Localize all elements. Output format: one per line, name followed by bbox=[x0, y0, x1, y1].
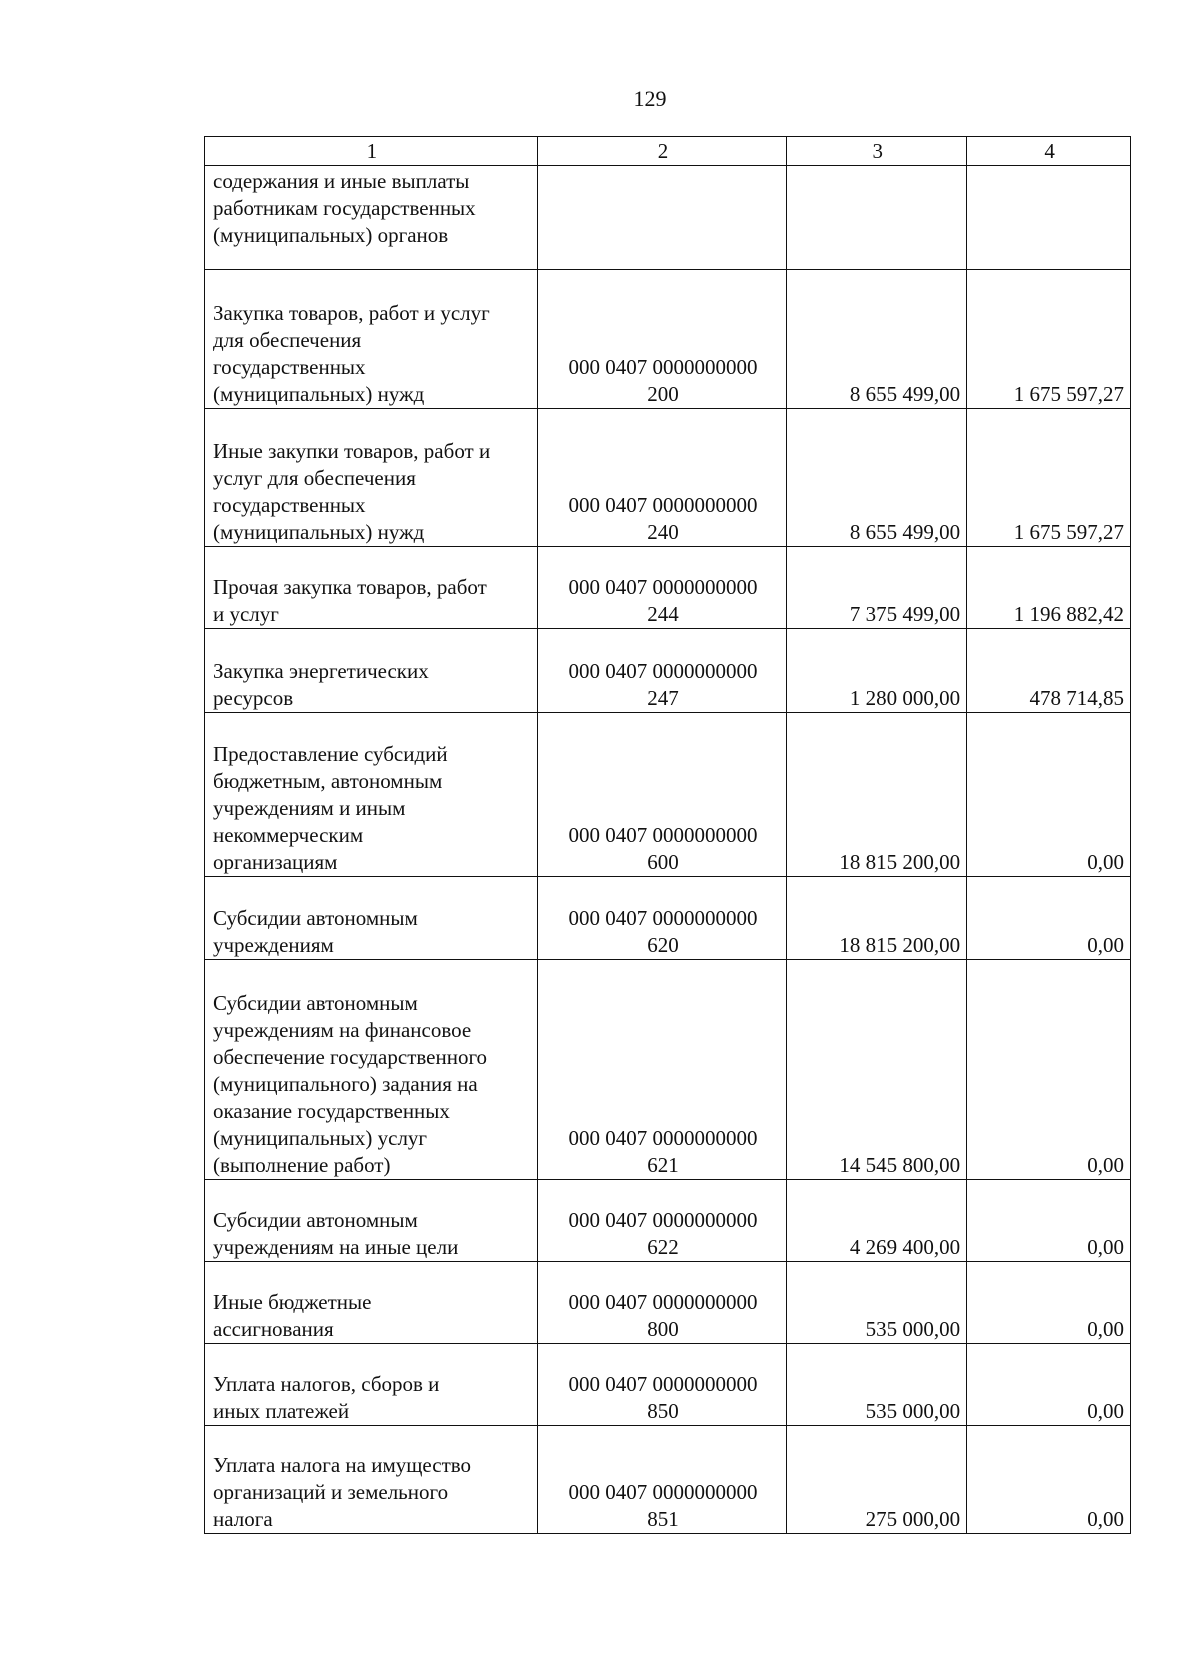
row-plan: 4 269 400,00 bbox=[787, 1180, 967, 1262]
row-plan: 535 000,00 bbox=[787, 1262, 967, 1344]
row-actual: 0,00 bbox=[967, 1426, 1131, 1534]
row-actual: 1 196 882,42 bbox=[967, 547, 1131, 629]
row-code: 000 0407 0000000000 800 bbox=[537, 1262, 787, 1344]
row-plan: 8 655 499,00 bbox=[787, 409, 967, 547]
row-actual: 1 675 597,27 bbox=[967, 270, 1131, 409]
row-code: 000 0407 0000000000 200 bbox=[537, 270, 787, 409]
row-actual: 0,00 bbox=[967, 960, 1131, 1180]
row-actual: 478 714,85 bbox=[967, 629, 1131, 713]
row-actual: 0,00 bbox=[967, 713, 1131, 877]
row-plan: 14 545 800,00 bbox=[787, 960, 967, 1180]
row-actual: 1 675 597,27 bbox=[967, 409, 1131, 547]
row-name: Субсидии автономным учреждениям на финансовое обеспечение государственного (муниципального) задания на оказание государственных (муниципальных) услуг (выполнение работ) bbox=[205, 960, 538, 1180]
row-name: Субсидии автономным учреждениям bbox=[205, 877, 538, 960]
column-header-3: 3 bbox=[787, 137, 967, 166]
table-row bbox=[205, 166, 1131, 270]
row-code: 000 0407 0000000000 600 bbox=[537, 713, 787, 877]
row-code: 000 0407 0000000000 621 bbox=[537, 960, 787, 1180]
row-plan: 275 000,00 bbox=[787, 1426, 967, 1534]
row-code: 000 0407 0000000000 851 bbox=[537, 1426, 787, 1534]
row-name: содержания и иные выплаты работникам государственных (муниципальных) органов bbox=[205, 166, 538, 270]
table-row bbox=[205, 409, 1131, 547]
row-actual: 0,00 bbox=[967, 1180, 1131, 1262]
row-code: 000 0407 0000000000 240 bbox=[537, 409, 787, 547]
row-name: Уплата налога на имущество организаций и земельного налога bbox=[205, 1426, 538, 1534]
row-name: Субсидии автономным учреждениям на иные цели bbox=[205, 1180, 538, 1262]
row-actual: 0,00 bbox=[967, 1344, 1131, 1426]
row-code: 000 0407 0000000000 247 bbox=[537, 629, 787, 713]
table-row bbox=[205, 877, 1131, 960]
row-name: Закупка товаров, работ и услуг для обеспечения государственных (муниципальных) нужд bbox=[205, 270, 538, 409]
table-row bbox=[205, 270, 1131, 409]
row-actual: 0,00 bbox=[967, 1262, 1131, 1344]
table-row bbox=[205, 547, 1131, 629]
table-row bbox=[205, 1180, 1131, 1262]
column-header-2: 2 bbox=[537, 137, 787, 166]
row-plan: 18 815 200,00 bbox=[787, 877, 967, 960]
row-plan: 18 815 200,00 bbox=[787, 713, 967, 877]
table-row bbox=[205, 1344, 1131, 1426]
row-name: Закупка энергетических ресурсов bbox=[205, 629, 538, 713]
row-code: 000 0407 0000000000 622 bbox=[537, 1180, 787, 1262]
row-code: 000 0407 0000000000 850 bbox=[537, 1344, 787, 1426]
row-name: Предоставление субсидий бюджетным, автономным учреждениям и иным некоммерческим организациям bbox=[205, 713, 538, 877]
column-header-1: 1 bbox=[205, 137, 538, 166]
table-row bbox=[205, 1262, 1131, 1344]
budget-table bbox=[204, 136, 1131, 1534]
row-plan bbox=[787, 166, 967, 270]
row-name: Иные бюджетные ассигнования bbox=[205, 1262, 538, 1344]
table-row bbox=[205, 960, 1131, 1180]
row-plan: 8 655 499,00 bbox=[787, 270, 967, 409]
row-actual bbox=[967, 166, 1131, 270]
row-actual: 0,00 bbox=[967, 877, 1131, 960]
row-code: 000 0407 0000000000 620 bbox=[537, 877, 787, 960]
row-plan: 7 375 499,00 bbox=[787, 547, 967, 629]
table-row bbox=[205, 713, 1131, 877]
row-code: 000 0407 0000000000 244 bbox=[537, 547, 787, 629]
table-row bbox=[205, 1426, 1131, 1534]
page-number: 129 bbox=[633, 86, 667, 111]
row-name: Прочая закупка товаров, работ и услуг bbox=[205, 547, 538, 629]
row-code bbox=[537, 166, 787, 270]
header-row bbox=[205, 137, 1131, 166]
row-plan: 1 280 000,00 bbox=[787, 629, 967, 713]
row-name: Иные закупки товаров, работ и услуг для обеспечения государственных (муниципальных) нужд bbox=[205, 409, 538, 547]
column-header-4: 4 bbox=[967, 137, 1131, 166]
table-row bbox=[205, 629, 1131, 713]
row-name: Уплата налогов, сборов и иных платежей bbox=[205, 1344, 538, 1426]
row-plan: 535 000,00 bbox=[787, 1344, 967, 1426]
